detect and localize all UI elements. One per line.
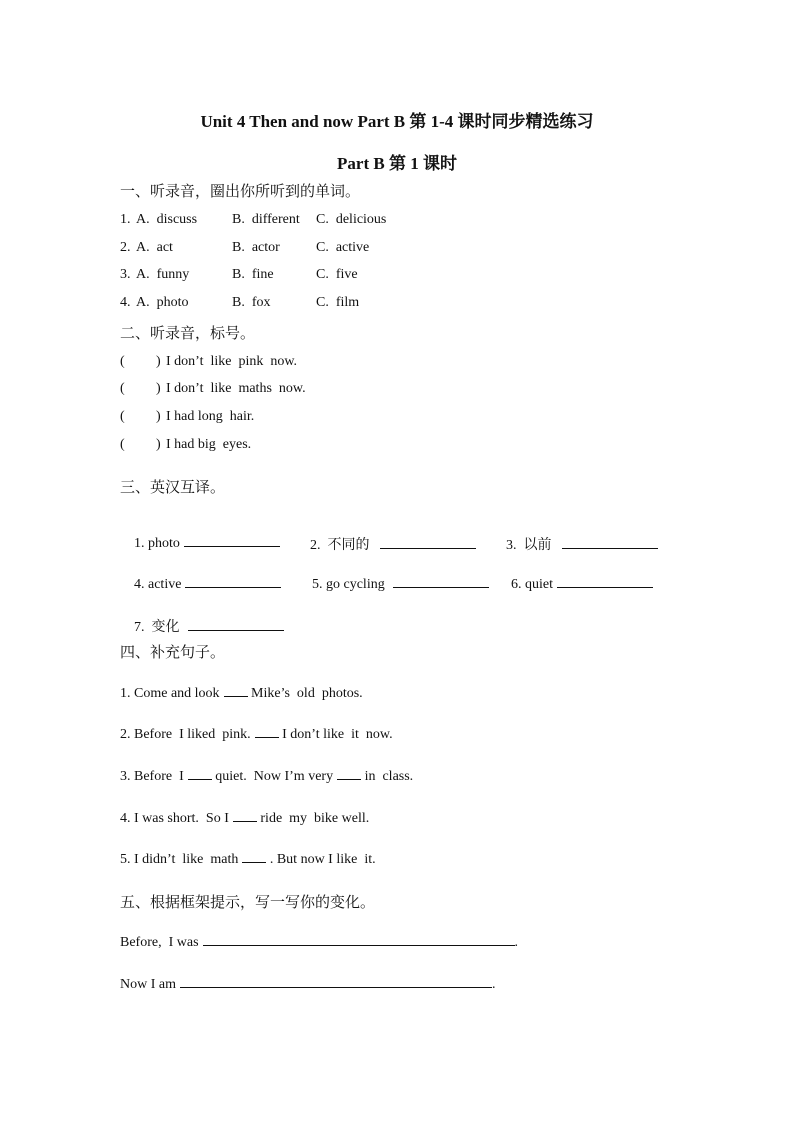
answer-blank[interactable] <box>184 534 280 547</box>
option-b: B. fox <box>232 295 271 310</box>
section5-heading: 五、根据框架提示，写一写你的变化。 <box>120 895 376 911</box>
item-text: I don’t like maths now. <box>166 381 306 396</box>
translation-item: 6. quiet <box>497 559 653 609</box>
sentence-2: 2. Before I liked pink. I don’t like it now. <box>120 727 393 742</box>
translation-item: 4. active <box>120 559 281 609</box>
option-c: C. film <box>316 295 360 310</box>
section2-heading: 二、听录音，标号。 <box>120 326 256 342</box>
worksheet-subtitle: Part B 第 1 课时 <box>337 154 457 173</box>
answer-blank[interactable] <box>188 767 212 780</box>
row-number: 3. <box>120 267 131 282</box>
sentence-3: 3. Before I quiet. Now I’m very in class. <box>120 769 414 784</box>
option-a: A. act <box>136 240 173 255</box>
answer-blank[interactable] <box>255 725 279 738</box>
option-b: B. actor <box>232 240 280 255</box>
translation-item: 1. photo <box>120 518 280 568</box>
option-a: A. funny <box>136 267 190 282</box>
answer-blank[interactable] <box>562 536 658 549</box>
row-number: 4. <box>120 295 131 310</box>
section4-heading: 四、补充句子。 <box>120 645 226 661</box>
writing-line-now: Now I am . <box>120 977 496 992</box>
writing-blank[interactable] <box>203 933 515 946</box>
translation-item: 5. go cycling <box>298 559 489 609</box>
option-a: A. photo <box>136 295 189 310</box>
section1-heading: 一、听录音，圈出你所听到的单词。 <box>120 184 361 200</box>
sentence-5: 5. I didn’t like math . But now I like it. <box>120 852 376 867</box>
option-c: C. active <box>316 240 370 255</box>
answer-blank[interactable] <box>557 575 653 588</box>
answer-blank[interactable] <box>188 618 284 631</box>
option-c: C. delicious <box>316 212 387 227</box>
sentence-4: 4. I was short. So I ride my bike well. <box>120 811 370 826</box>
worksheet-title: Unit 4 Then and now Part B 第 1-4 课时同步精选练习 <box>200 112 594 131</box>
writing-blank[interactable] <box>180 975 492 988</box>
section3-heading: 三、英汉互译。 <box>120 480 226 496</box>
worksheet-page: Unit 4 Then and now Part B 第 1-4 课时同步精选练习 Part B 第 1 课时 一、听录音，圈出你所听到的单词。 1. A. discuss B. different C. delicious 2. A. act B. actor C. active 3. A. funny B. fine C. five 4. A. photo B. fox C. film 二、听录音，标号。 ( ) I don’t like pink now. ( ) I don’t like maths now. ( ) I had long hair. ( ) I had big eyes. 三、英汉互译。 1. photo 2. 不同的 3. 以前 4. active 5. go cycling 6. quiet 7. 变化 四、补充句子。 1. Come and look Mike’s old photos. 2. Before I liked pink. I don’t like it now. 3. Before I quiet. Now I’m very in class. 4. I was short. So I ride my bike well. 5. I didn’t like math . But now I like it. 五、根据框架提示，写一写你的变化。 Before, I was . Now I am . <box>0 0 794 1123</box>
answer-blank[interactable] <box>233 809 257 822</box>
option-b: B. fine <box>232 267 274 282</box>
item-text: I had big eyes. <box>166 437 252 452</box>
option-a: A. discuss <box>136 212 198 227</box>
sentence-1: 1. Come and look Mike’s old photos. <box>120 686 363 701</box>
row-number: 2. <box>120 240 131 255</box>
translation-item: 3. 以前 <box>492 518 658 570</box>
translation-item: 2. 不同的 <box>296 518 476 570</box>
translation-item: 7. 变化 <box>120 600 284 652</box>
option-b: B. different <box>232 212 300 227</box>
answer-blank[interactable] <box>393 575 489 588</box>
answer-blank[interactable] <box>185 575 281 588</box>
writing-line-before: Before, I was . <box>120 935 519 950</box>
answer-blank[interactable] <box>224 684 248 697</box>
row-number: 1. <box>120 212 131 227</box>
item-text: I don’t like pink now. <box>166 354 298 369</box>
answer-blank[interactable] <box>380 536 476 549</box>
answer-blank[interactable] <box>242 850 266 863</box>
option-c: C. five <box>316 267 358 282</box>
answer-blank[interactable] <box>337 767 361 780</box>
item-text: I had long hair. <box>166 409 255 424</box>
